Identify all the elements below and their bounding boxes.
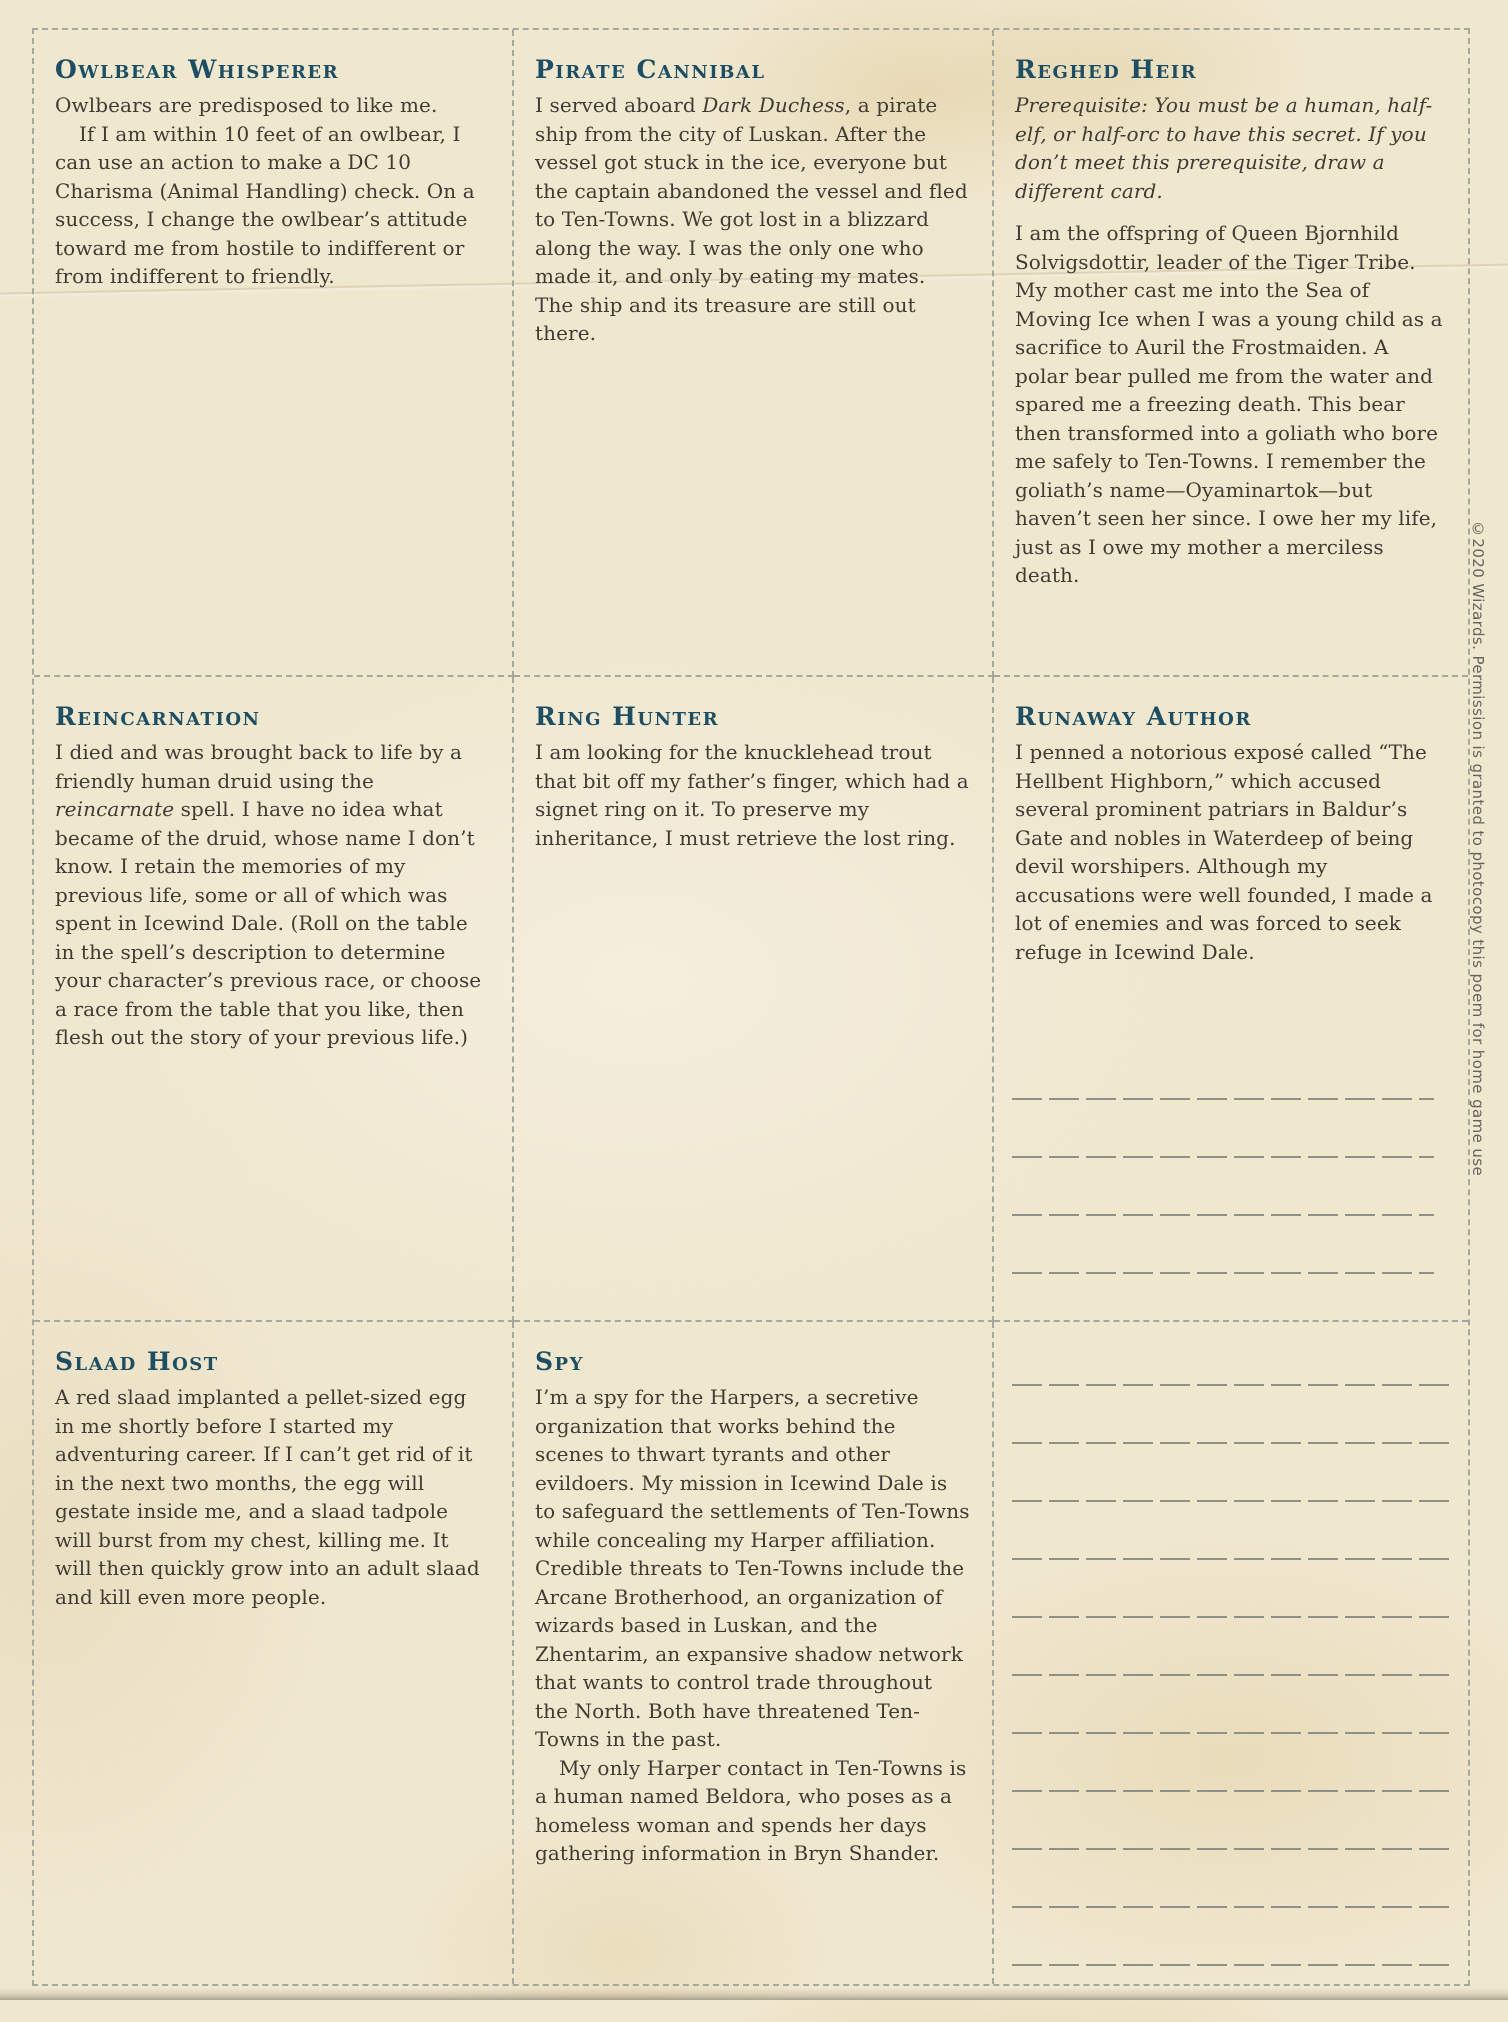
card-paragraph: Owlbears are predisposed to like me.	[55, 93, 438, 117]
rule-line	[1012, 1214, 1434, 1216]
card-pirate-cannibal	[514, 30, 994, 677]
card-title: Runaway Author	[1015, 702, 1252, 731]
card-title: Ring Hunter	[535, 702, 720, 731]
card-ring-hunter	[514, 677, 994, 1322]
card-slaad-host	[34, 1322, 514, 1984]
rule-line	[1012, 1442, 1456, 1444]
rule-line	[1012, 1558, 1456, 1560]
card-title: Owlbear Whisperer	[55, 55, 340, 84]
card-title: Reincarnation	[55, 702, 261, 731]
card-spy	[514, 1322, 994, 1984]
card-paragraph: I’m a spy for the Harpers, a secretive organization that works behind the scenes to thwart tyrants and other evildoers. My mission in Icewind Dale is to safeguard the settlements of Ten-Towns while concealing my Harper affiliation. Credible threats to Ten-Towns include the Arcane Brotherhood, an organization of wizards based in Luskan, and the Zhentarim, an expansive shadow network that wants to control trade throughout the North. Both have threatened Ten-Towns in the past.	[535, 1385, 970, 1751]
card-title: Spy	[535, 1347, 584, 1376]
card-paragraph: My only Harper contact in Ten-Towns is a human named Beldora, who poses as a homeless woman and spends her days gathering information in Bryn Shander.	[535, 1755, 967, 1865]
card-owlbear-whisperer	[34, 30, 514, 677]
page-bottom-edge	[0, 1988, 1508, 2000]
rule-line	[1012, 1732, 1456, 1734]
card-title: Reghed Heir	[1015, 55, 1198, 84]
card-paragraph: I died and was brought back to life by a friendly human druid using the reincarnate spell. I have no idea what became of the druid, whose name I don’t know. I retain the memories of my previous life, some or all of which was spent in Icewind Dale. (Roll on the table in the spell’s description to determine your character’s previous race, or choose a race from the table that you like, then flesh out the story of your previous life.)	[55, 740, 482, 1049]
rule-line	[1012, 1790, 1456, 1792]
card-reincarnation	[34, 677, 514, 1322]
rule-line	[1012, 1500, 1456, 1502]
card-title: Slaad Host	[55, 1347, 219, 1376]
card-paragraph: I served aboard Dark Duchess, a pirate ship from the city of Luskan. After the vessel got stuck in the ice, everyone but the captain abandoned the vessel and fled to Ten-Towns. We got lost in a blizzard along the way. I was the only one who made it, and only by eating my mates. The ship and its treasure are still out there.	[535, 93, 968, 345]
card-prerequisite: Prerequisite: You must be a human, half-elf, or half-orc to have this secret. If you don’t meet this prerequisite, draw a different card.	[1015, 93, 1433, 203]
write-in-lines-upper	[1012, 1098, 1434, 1330]
rule-line	[1012, 1098, 1434, 1100]
card-paragraph: If I am within 10 feet of an owlbear, I can use an action to make a DC 10 Charisma (Animal Handling) check. On a success, I change the owlbear’s attitude toward me from hostile to indifferent or from indifferent to friendly.	[55, 121, 475, 288]
rule-line	[1012, 1964, 1456, 1966]
card-paragraph: I am looking for the knucklehead trout that bit off my father’s finger, which had a signet ring on it. To preserve my inheritance, I must retrieve the lost ring.	[535, 740, 969, 850]
rule-line	[1012, 1906, 1456, 1908]
rule-line	[1012, 1674, 1456, 1676]
rule-line	[1012, 1384, 1456, 1386]
rule-line	[1012, 1156, 1434, 1158]
rule-line	[1012, 1848, 1456, 1850]
copyright-vertical-text: ©2020 Wizards. Permission is granted to photocopy this poem for home game use	[1469, 520, 1487, 1177]
rule-line	[1012, 1616, 1456, 1618]
rule-line	[1012, 1272, 1434, 1274]
card-reghed-heir	[994, 30, 1468, 677]
write-in-lines-lower	[1012, 1384, 1456, 2022]
card-paragraph: I penned a notorious exposé called “The Hellbent Highborn,” which accused several prominent patriars in Baldur’s Gate and nobles in Waterdeep of being devil worshipers. Although my accusations were well founded, I made a lot of enemies and was forced to seek refuge in Icewind Dale.	[1015, 740, 1433, 964]
card-paragraph: I am the offspring of Queen Bjornhild Solvigsdottir, leader of the Tiger Tribe. My mother cast me into the Sea of Moving Ice when I was a young child as a sacrifice to Auril the Frostmaiden. A polar bear pulled me from the water and spared me a freezing death. This bear then transformed into a goliath who bore me safely to Ten-Towns. I remember the goliath’s name—Oyaminartok—but haven’t seen her since. I owe her my life, just as I owe my mother a merciless death.	[1015, 221, 1443, 587]
card-paragraph: A red slaad implanted a pellet-sized egg in me shortly before I started my adventuring career. If I can’t get rid of it in the next two months, the egg will gestate inside me, and a slaad tadpole will burst from my chest, killing me. It will then quickly grow into an adult slaad and kill even more people.	[55, 1385, 480, 1609]
card-title: Pirate Cannibal	[535, 55, 766, 84]
